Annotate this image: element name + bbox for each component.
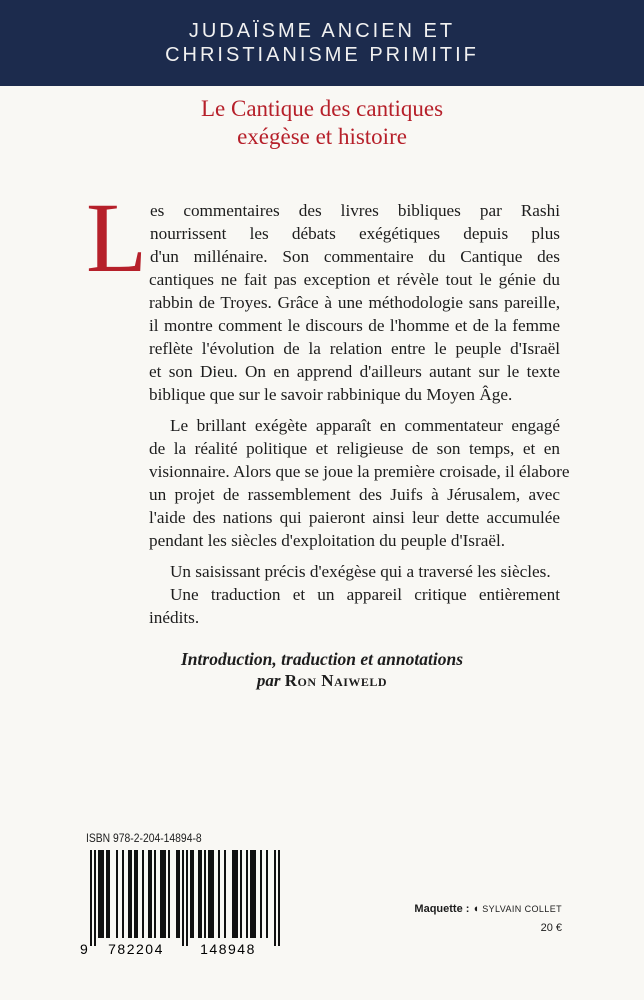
barcode-bar [122,850,124,938]
design-credit [414,903,562,915]
barcode-bar [186,850,188,946]
body-line: rabbin de Troyes. Grâce à une méthodologie sans pareille, [149,293,560,312]
barcode-bar [160,850,162,938]
barcode-bar [164,850,166,938]
barcode-first-digit: 9 [80,941,88,957]
body-line: l'aide des nations qui paieront ainsi leur dette accumulée [149,508,560,527]
barcode-bar [162,850,164,938]
barcode [76,850,286,958]
barcode-bar [106,850,108,938]
barcode-bar [240,850,242,938]
body-line: il montre comment le discours de l'homme et de la femme [149,316,560,335]
barcode-bar [254,850,256,938]
maquette-label: Maquette : [414,903,470,915]
barcode-bar [182,850,184,946]
barcode-bar [224,850,226,938]
body-line: cantiques ne fait pas exception et révèle tout le génie du [149,270,560,289]
drop-cap: L [86,182,148,293]
barcode-bar [212,850,214,938]
barcode-bars [90,850,280,946]
barcode-bar [148,850,150,938]
barcode-bar [234,850,236,938]
credit-par: par [256,671,281,690]
body-line: reflète l'évolution de la relation entre le peuple d'Israël [149,339,560,358]
barcode-bar [266,850,268,938]
barcode-bar [128,850,130,938]
barcode-bar [278,850,280,946]
barcode-bar [200,850,202,938]
book-subtitle: exégèse et histoire [237,124,407,149]
barcode-bar [274,850,276,946]
author-name: Ron Naiweld [284,671,388,690]
credits-line: Introduction, traduction et annotations [180,649,464,669]
barcode-right-digits: 148948 [200,941,256,957]
body-line: Une traduction et un appareil critique entièrement [170,585,560,604]
book-title-line1: Le Cantique des cantiques [200,96,444,121]
body-line: visionnaire. Alors que se joue la première croisade, il élabore [149,462,570,481]
body-line: inédits. [149,608,200,627]
barcode-bar [232,850,234,938]
barcode-bar [130,850,132,938]
barcode-bar [154,850,156,938]
studio-logo-icon: ◖ [472,903,480,915]
barcode-bar [102,850,104,938]
barcode-bar [176,850,178,938]
body-line: Un saisissant précis d'exégèse qui a traversé les siècles. [170,562,551,581]
barcode-bar [252,850,254,938]
barcode-bar [198,850,200,938]
series-title-line1: JUDAÏSME ANCIEN ET [188,20,456,42]
barcode-bar [98,850,100,938]
series-banner [0,0,644,86]
barcode-bar [178,850,180,938]
barcode-bar [116,850,118,938]
price: 20 € [540,922,562,934]
barcode-bar [94,850,96,946]
body-line: biblique que sur le savoir rabbinique du Moyen Âge. [149,385,513,404]
barcode-bar [134,850,136,938]
body-line: pendant les siècles d'exploitation du peuple d'Israël. [149,531,506,550]
barcode-bar [90,850,92,946]
barcode-bar [218,850,220,938]
barcode-bar [246,850,248,938]
body-line: es commentaires des livres bibliques par Rashi [150,201,560,220]
barcode-bar [192,850,194,938]
series-title-line2: CHRISTIANISME PRIMITIF [165,44,479,66]
author-credit [0,670,644,692]
body-line: Le brillant exégète apparaît en commentateur engagé [170,416,560,435]
barcode-bar [208,850,210,938]
barcode-bar [204,850,206,938]
barcode-bar [100,850,102,938]
isbn-number: ISBN 978-2-204-14894-8 [86,833,202,845]
barcode-left-digits: 782204 [108,941,164,957]
body-line: un projet de rassemblement des Juifs à Jérusalem, avec [149,485,560,504]
barcode-bar [136,850,138,938]
barcode-bar [168,850,170,938]
barcode-bar [260,850,262,938]
barcode-bar [142,850,144,938]
barcode-bar [210,850,212,938]
barcode-bar [236,850,238,938]
body-line: et son Dieu. On en apprend d'ailleurs autant sur le texte [149,362,560,381]
barcode-bar [250,850,252,938]
barcode-bar [190,850,192,938]
barcode-bar [108,850,110,938]
barcode-bar [150,850,152,938]
body-line: nourrissent les débats exégétiques depuis plus [150,224,560,243]
body-line: d'un millénaire. Son commentaire du Cantique des [150,247,560,266]
body-line: de la réalité politique et religieuse de son temps, et en [149,439,560,458]
designer-name: SYLVAIN COLLET [482,904,562,914]
